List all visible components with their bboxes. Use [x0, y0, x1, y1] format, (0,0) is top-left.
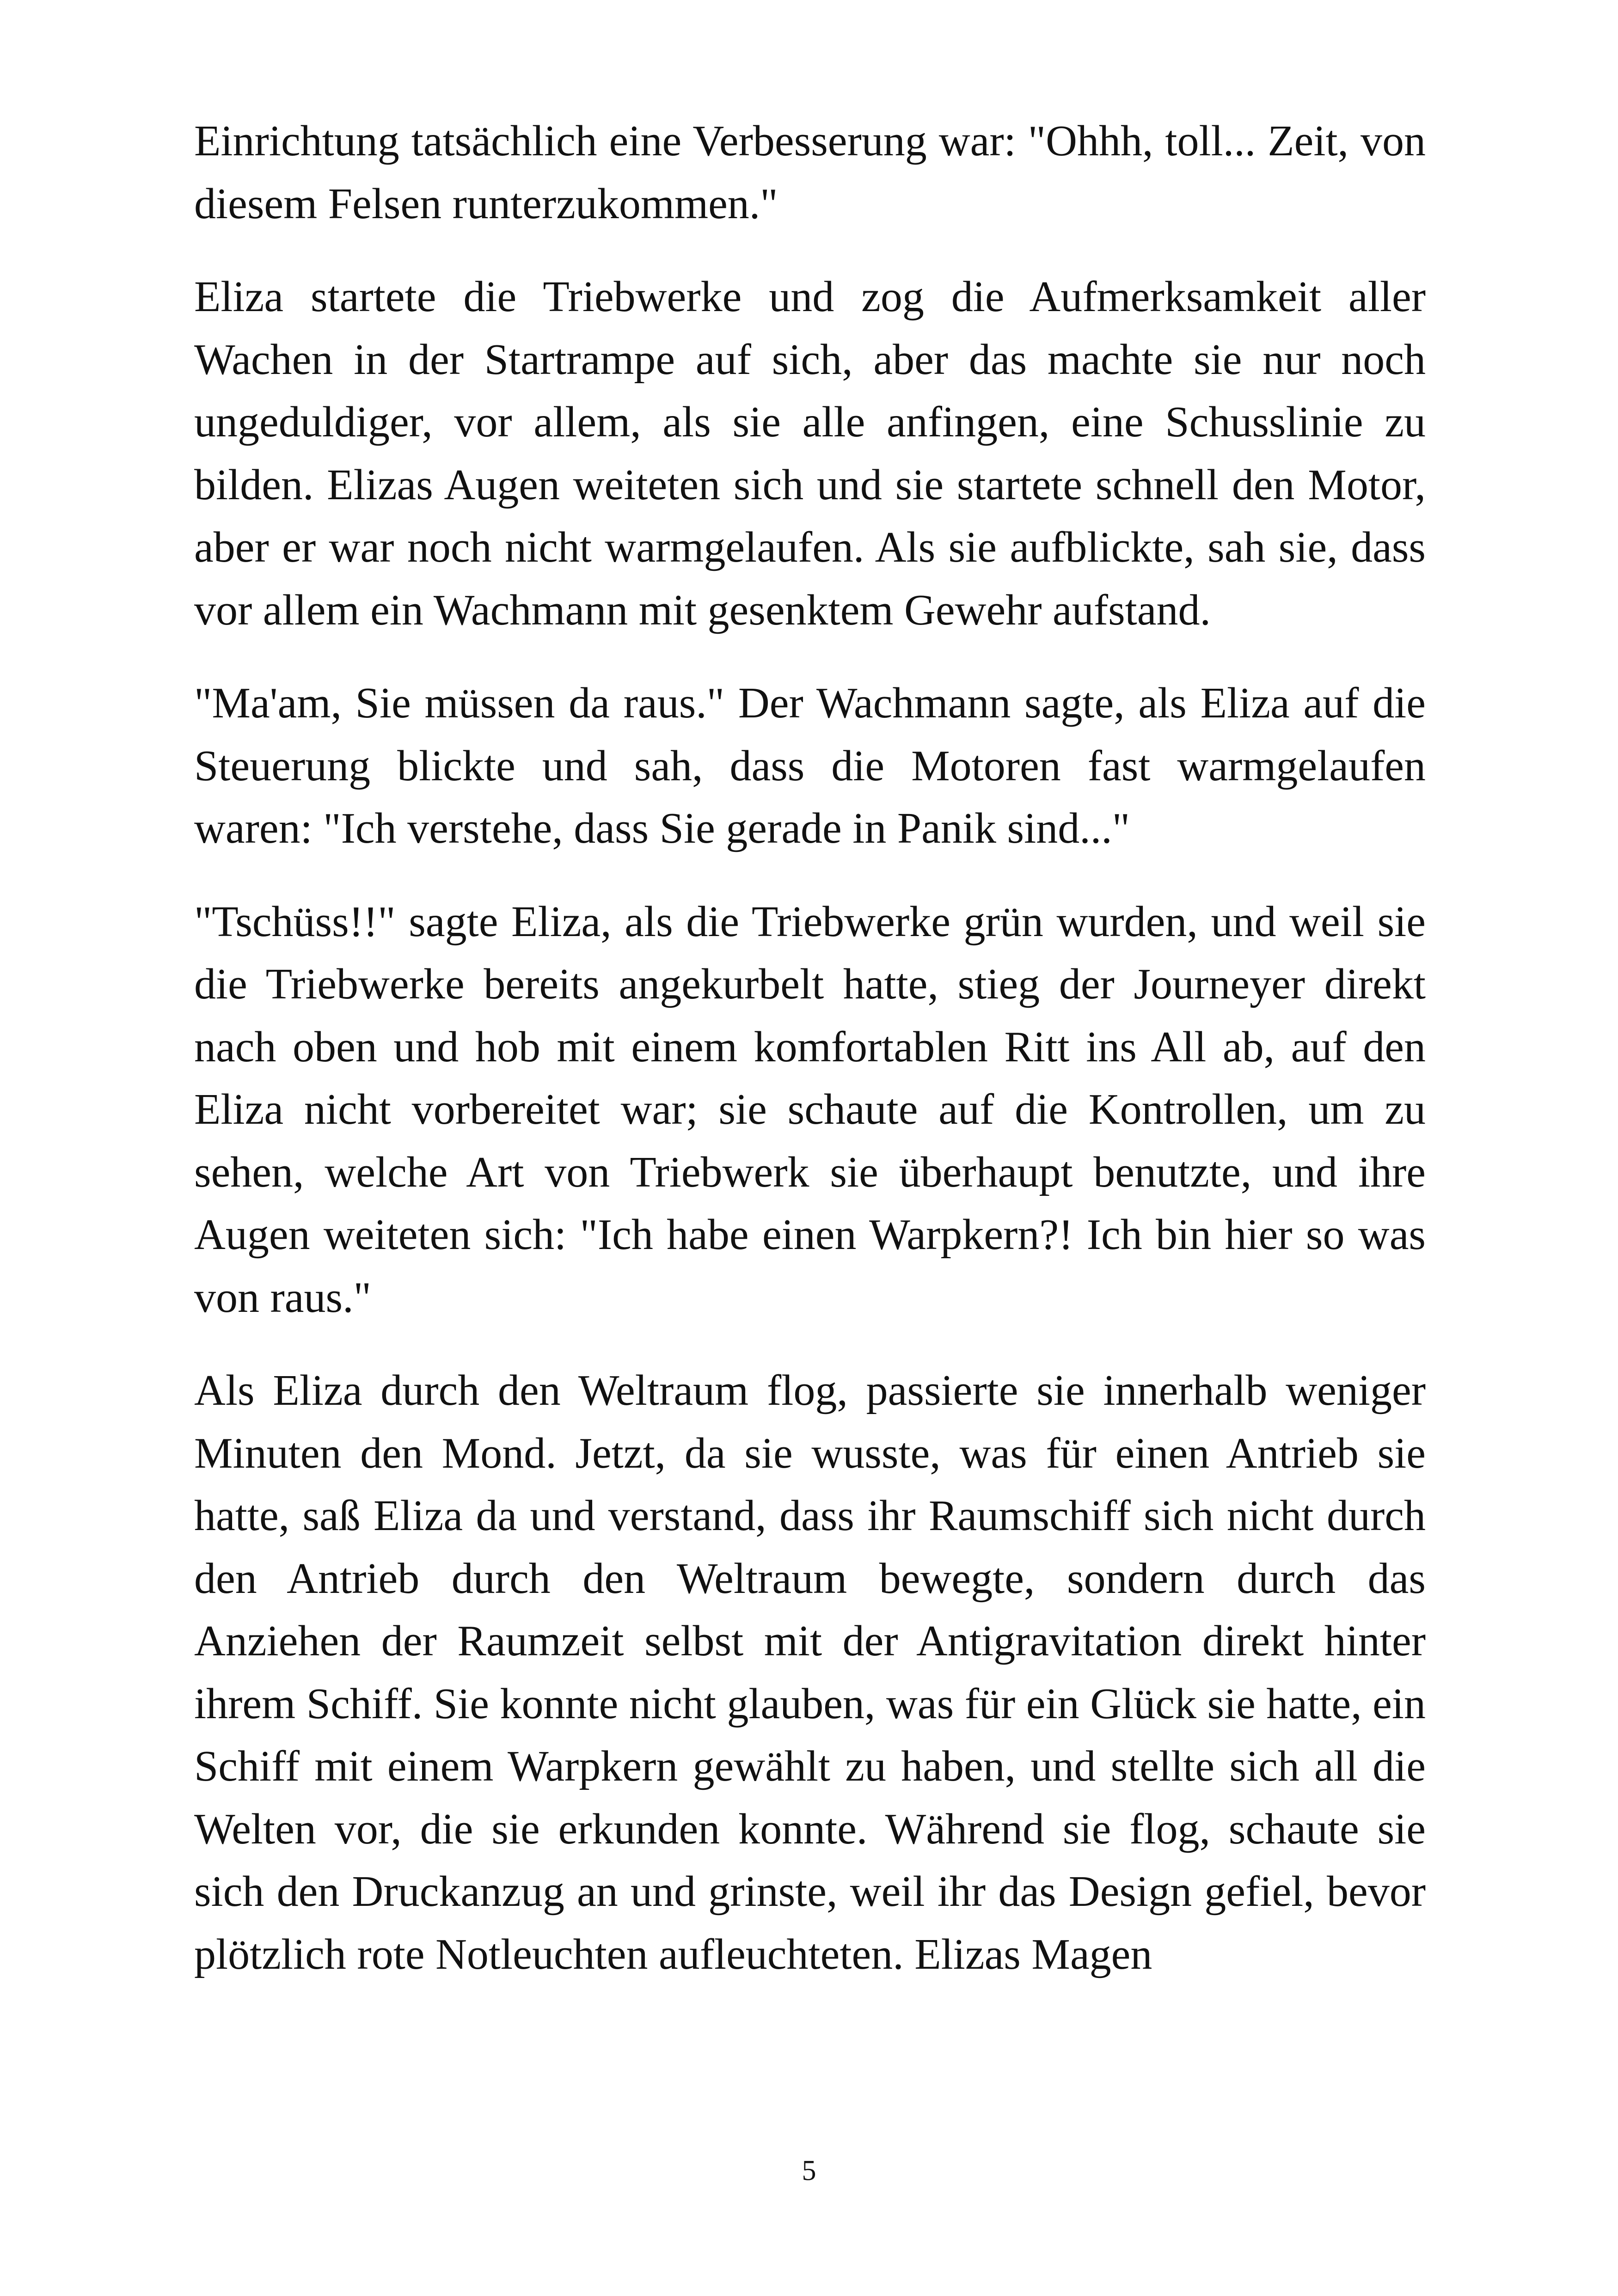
paragraph-4: "Tschüss!!" sagte Eliza, als die Triebwerke grün wurden, und weil sie die Triebwerke bereits angekurbelt hatte, stieg der Journeyer direkt nach oben und hob mit einem komfortablen Ritt ins All ab, auf den Eliza nicht vorbereitet war; sie schaute auf die Kontrollen, um zu sehen, welche Art von Triebwerk sie überhaupt benutzte, und ihre Augen weiteten sich: "Ich habe einen Warpkern?! Ich bin hier so was von raus."	[194, 897, 1426, 1322]
paragraph-3: "Ma'am, Sie müssen da raus." Der Wachmann sagte, als Eliza auf die Steuerung blickte und sah, dass die Motoren fast warmgelaufen waren: "Ich verstehe, dass Sie gerade in Panik sind..."	[194, 679, 1426, 852]
paragraph-5: Als Eliza durch den Weltraum flog, passierte sie innerhalb weniger Minuten den Mond. Jetzt, da sie wusste, was für einen Antrieb sie hatte, saß Eliza da und verstand, dass ihr Raumschiff sich nicht durch den Antrieb durch den Weltraum bewegte, sondern durch das Anziehen der Raumzeit selbst mit der Antigravitation direkt hinter ihrem Schiff. Sie konnte nicht glauben, was für ein Glück sie hatte, ein Schiff mit einem Warpkern gewählt zu haben, und stellte sich all die Welten vor, die sie erkunden konnte. Während sie flog, schaute sie sich den Druckanzug an und grinste, weil ihr das Design gefiel, bevor plötzlich rote Notleuchten aufleuchteten. Elizas Magen	[194, 1366, 1426, 1978]
page-number: 5	[802, 2155, 816, 2186]
body-text	[194, 110, 1426, 1986]
paragraph-1: Einrichtung tatsächlich eine Verbesserung war: "Ohhh, toll... Zeit, von diesem Felsen runterzukommen."	[194, 117, 1426, 228]
paragraph-2: Eliza startete die Triebwerke und zog die Aufmerksamkeit aller Wachen in der Startrampe auf sich, aber das machte sie nur noch ungeduldiger, vor allem, als sie alle anfingen, eine Schusslinie zu bilden. Elizas Augen weiteten sich und sie startete schnell den Motor, aber er war noch nicht warmgelaufen. Als sie aufblickte, sah sie, dass vor allem ein Wachmann mit gesenktem Gewehr aufstand.	[194, 273, 1426, 634]
